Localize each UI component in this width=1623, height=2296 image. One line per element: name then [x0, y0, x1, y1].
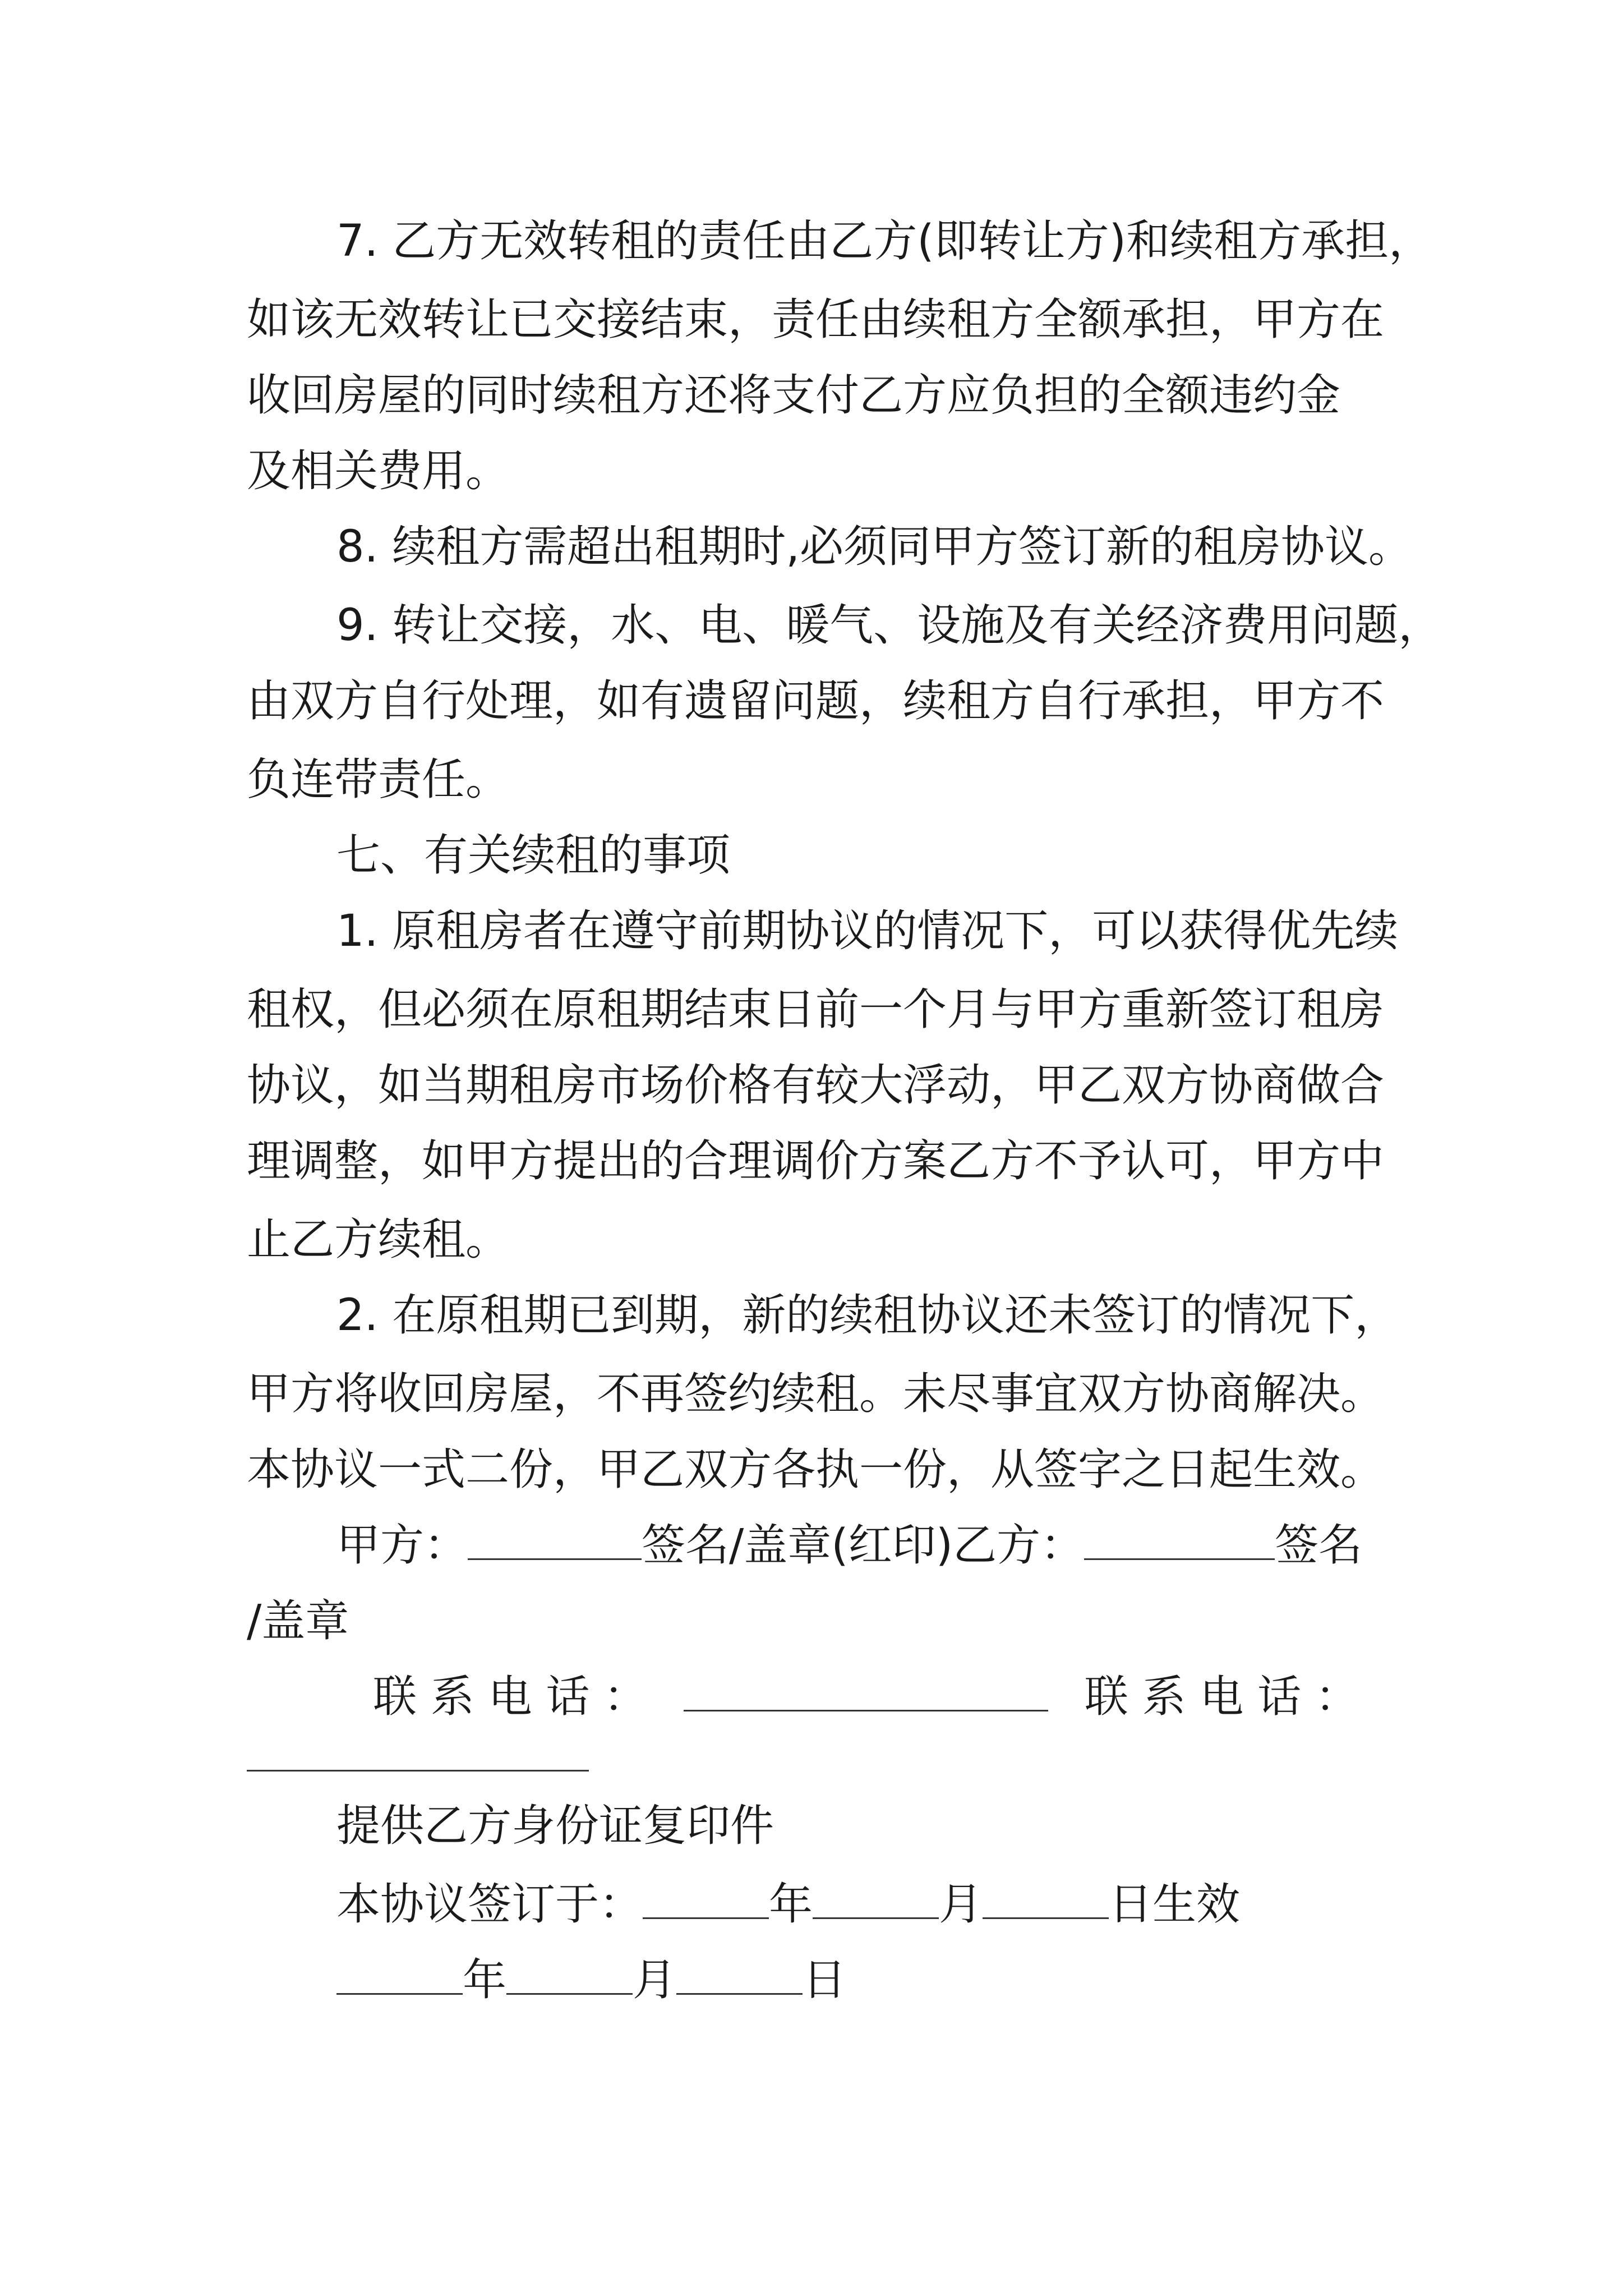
signature-line: [336, 1517, 1362, 1573]
clause-9-line-1: 9. 转让交接，水、电、暖气、设施及有关经济费用问题，: [336, 600, 1442, 651]
signed-date-line: [336, 1876, 1240, 1932]
clause-7-line-4: 及相关费用。: [247, 446, 510, 496]
id-copy-note: 提供乙方身份证复印件: [336, 1801, 774, 1851]
party-a-phone-label: 联 系 电 话 ：: [373, 1672, 648, 1722]
date-line: [336, 1952, 846, 2008]
signed-at-label: 本协议签订于：: [336, 1879, 643, 1930]
month-label-2: 月: [633, 1955, 677, 2005]
party-a-sign-label: 签名/盖章(红印)乙方：: [642, 1520, 1085, 1571]
party-a-signature-blank[interactable]: [468, 1519, 642, 1560]
clause-9-line-2: 由双方自行处理，如有遗留问题，续租方自行承担，甲方不: [247, 676, 1385, 726]
month-label: 月: [939, 1879, 983, 1930]
section-7-item-1-line-1: 1. 原租房者在遵守前期协议的情况下，可以获得优先续: [336, 906, 1399, 956]
party-b-phone-label: 联 系 电 话 ：: [1084, 1672, 1359, 1722]
section-7-item-1-line-3: 协议，如当期租房市场价格有较大浮动，甲乙双方协商做合: [247, 1060, 1385, 1111]
party-b-signature-blank[interactable]: [1084, 1519, 1275, 1560]
clause-7-line-3: 收回房屋的同时续租方还将支付乙方应负担的全额违约金: [247, 370, 1341, 421]
year-label-2: 年: [463, 1955, 507, 2005]
clause-8-line-1: 8. 续租方需超出租期时,必须同甲方签订新的租房协议。: [336, 522, 1413, 572]
date-day-blank[interactable]: [676, 1954, 803, 1995]
party-b-sign-label: 签名: [1275, 1520, 1363, 1571]
signature-line-continued: /盖章: [247, 1596, 349, 1646]
signed-month-blank[interactable]: [813, 1878, 939, 1919]
party-a-phone-blank[interactable]: [684, 1671, 1048, 1711]
clause-9-line-3: 负连带责任。: [247, 754, 510, 805]
date-month-blank[interactable]: [506, 1954, 633, 1995]
section-7-item-2-line-1: 2. 在原租期已到期，新的续租协议还未签订的情况下，: [336, 1290, 1399, 1341]
day-effective-label: 日生效: [1109, 1879, 1241, 1930]
year-label: 年: [769, 1879, 813, 1930]
signed-year-blank[interactable]: [643, 1878, 769, 1919]
section-7-item-1-line-5: 止乙方续租。: [247, 1214, 510, 1265]
party-b-phone-blank[interactable]: [247, 1770, 589, 1772]
section-7-item-2-line-2: 甲方将收回房屋，不再签约续租。未尽事宜双方协商解决。: [247, 1369, 1385, 1419]
clause-7-line-2: 如该无效转让已交接结束，责任由续租方全额承担，甲方在: [247, 295, 1385, 345]
clause-7-line-1: 7. 乙方无效转租的责任由乙方(即转让方)和续租方承担，: [336, 216, 1433, 266]
day-label: 日: [803, 1955, 847, 2005]
signed-day-blank[interactable]: [983, 1878, 1109, 1919]
section-7-item-1-line-4: 理调整，如甲方提出的合理调价方案乙方不予认可，甲方中: [247, 1136, 1385, 1186]
party-a-label: 甲方：: [336, 1520, 468, 1571]
section-7-heading: 七、有关续租的事项: [336, 830, 731, 881]
section-7-item-1-line-2: 租权，但必须在原租期结束日前一个月与甲方重新签订租房: [247, 984, 1385, 1035]
phone-line: [373, 1669, 1359, 1725]
section-7-item-2-line-3: 本协议一式二份，甲乙双方各执一份，从签字之日起生效。: [247, 1444, 1385, 1495]
date-year-blank[interactable]: [336, 1954, 463, 1995]
